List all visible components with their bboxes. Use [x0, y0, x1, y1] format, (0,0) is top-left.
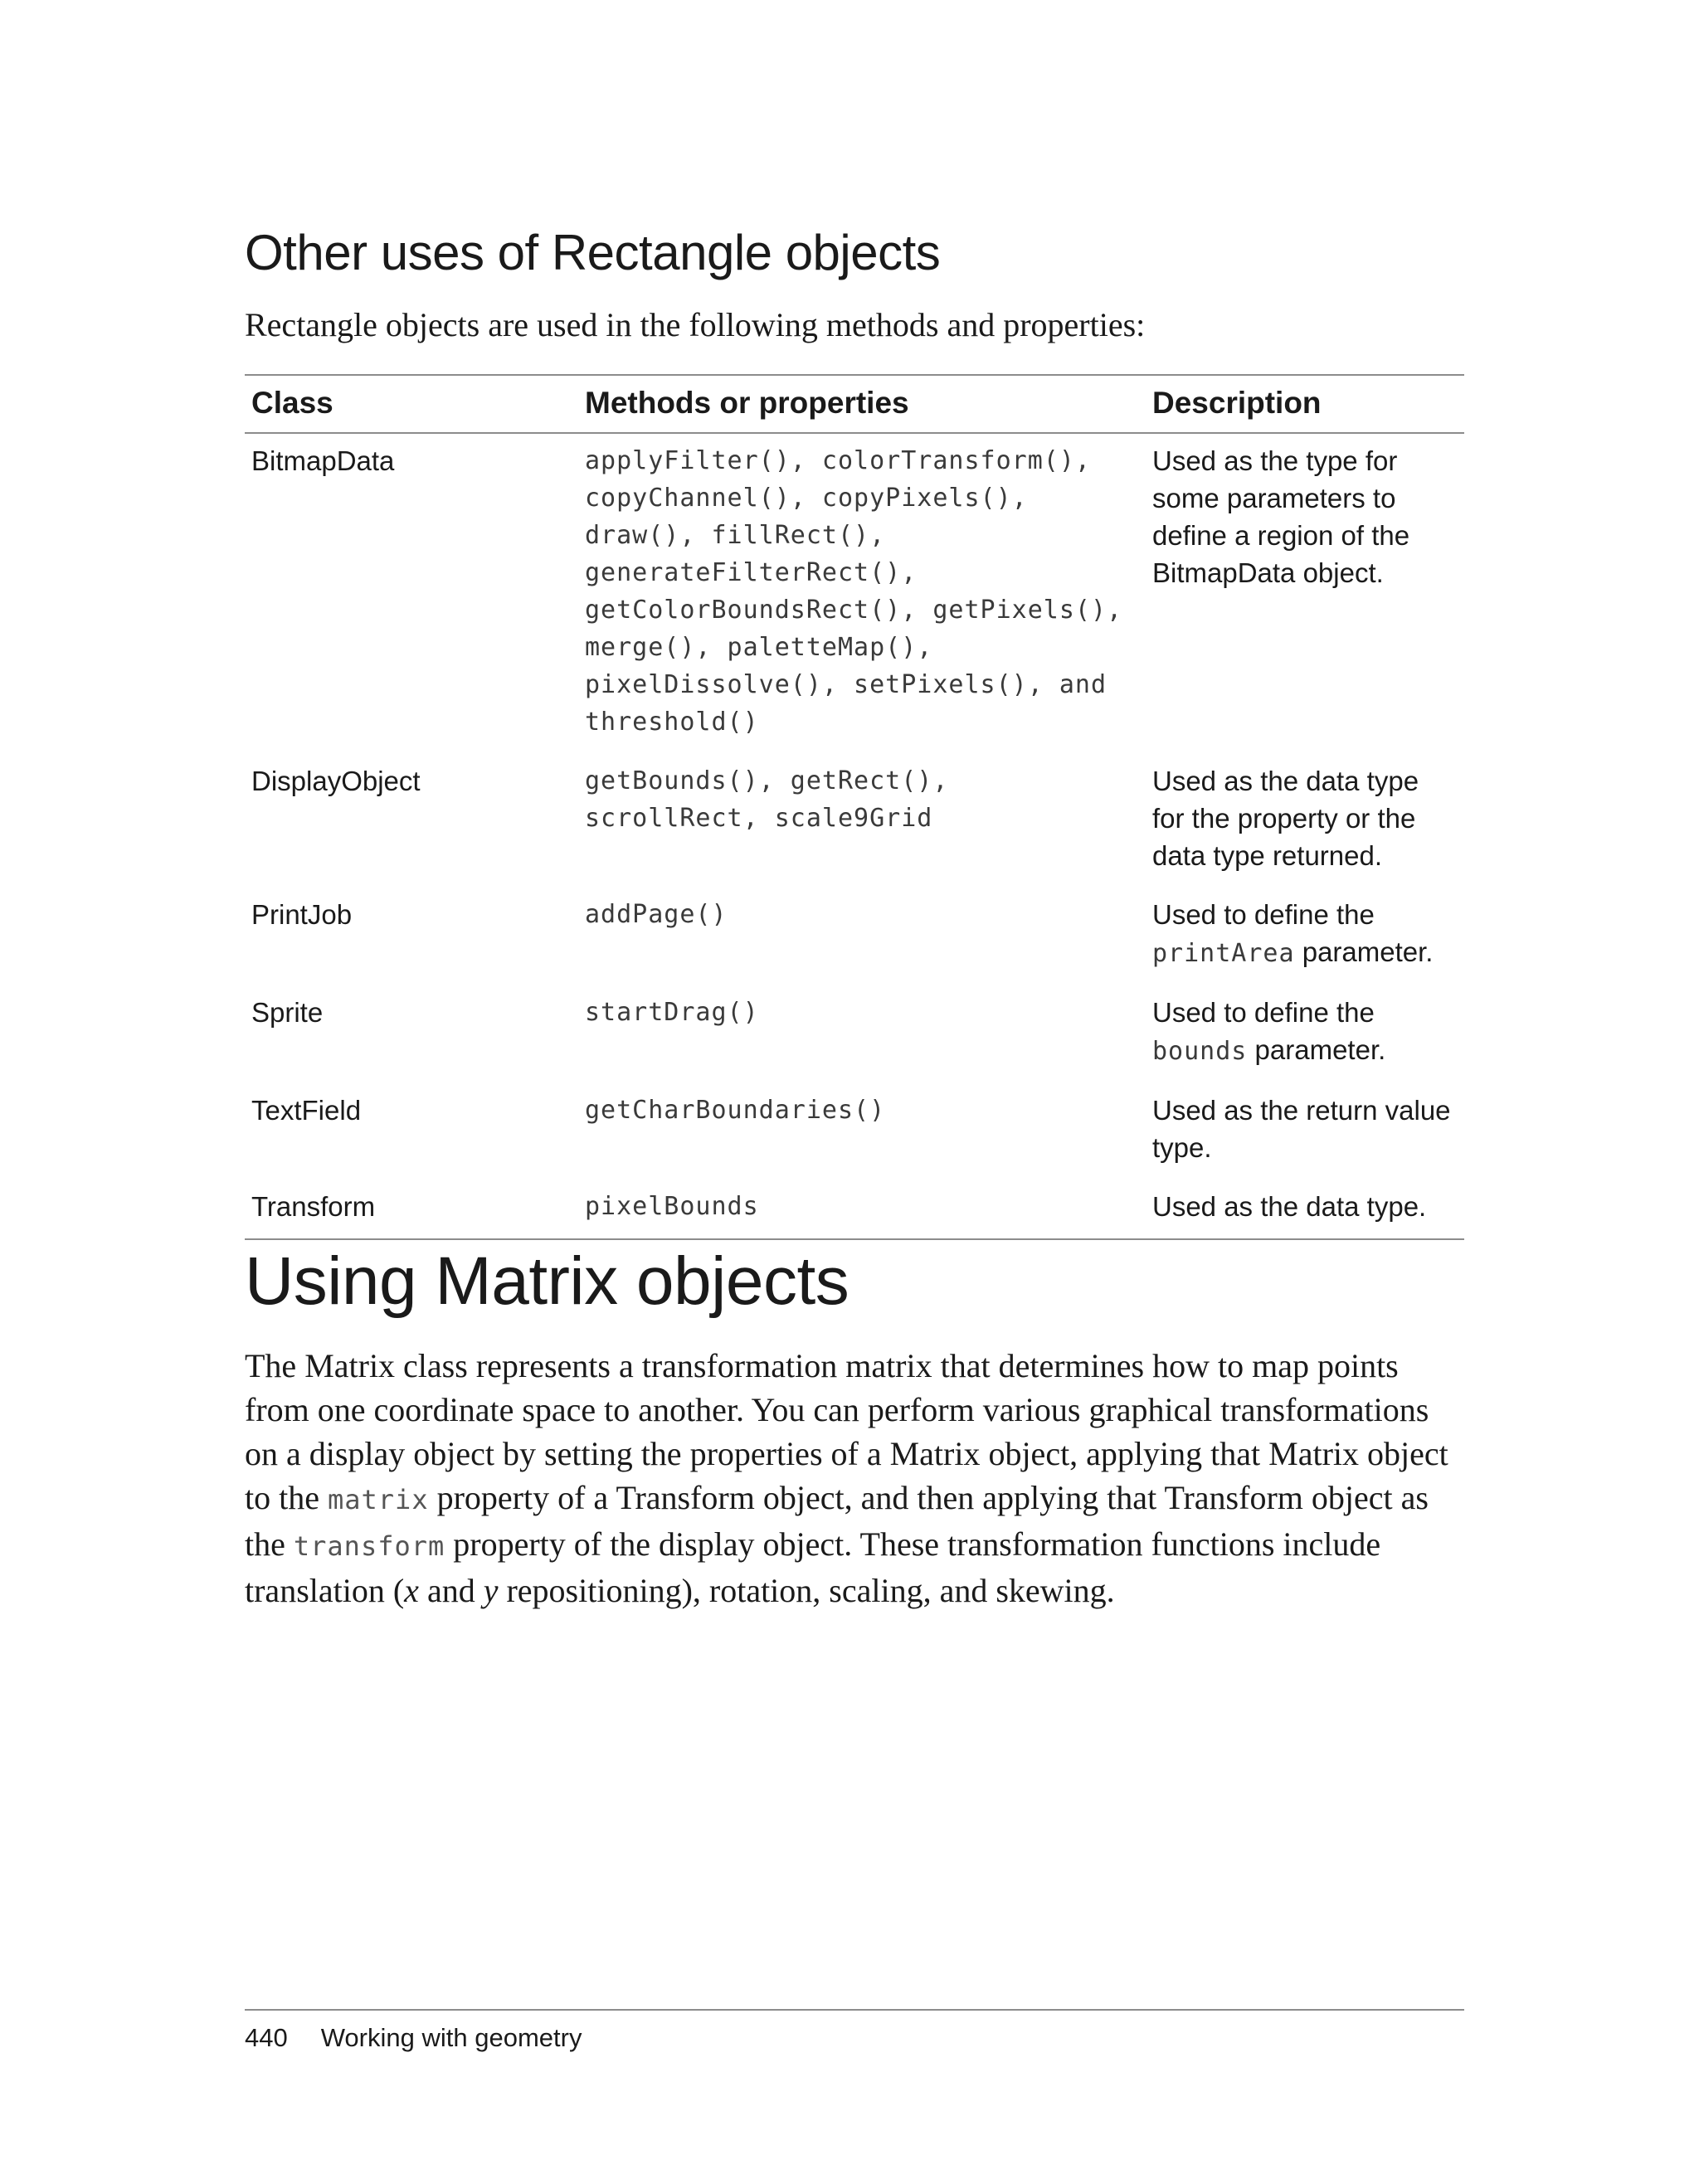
methods-line: startDrag() — [585, 998, 759, 1027]
variable-y: y — [483, 1572, 499, 1609]
paragraph-text: and — [418, 1572, 484, 1609]
page-number: 440 — [245, 2023, 288, 2052]
methods-line: pixelBounds — [585, 1192, 759, 1221]
description-text: Used to define the — [1152, 899, 1375, 930]
methods-cell — [578, 888, 1146, 985]
column-header-methods: Methods or properties — [578, 375, 1146, 433]
class-cell: TextField — [251, 1095, 362, 1126]
chapter-title: Working with geometry — [320, 2023, 582, 2052]
class-cell: DisplayObject — [251, 766, 421, 796]
methods-cell — [578, 985, 1146, 1083]
class-cell: Transform — [251, 1191, 376, 1222]
methods-cell — [578, 1180, 1146, 1239]
methods-cell — [578, 433, 1146, 754]
description-text: parameter. — [1294, 936, 1434, 967]
methods-line: scrollRect, scale9Grid — [585, 804, 933, 833]
table-row — [245, 433, 1464, 754]
description-code: printArea — [1152, 939, 1295, 968]
methods-line: generateFilterRect(), — [585, 558, 918, 587]
page-footer — [245, 2022, 582, 2053]
section-heading: Other uses of Rectangle objects — [245, 225, 941, 280]
methods-line: copyChannel(), copyPixels(), — [585, 484, 1028, 513]
document-page — [245, 0, 1464, 2184]
methods-line: pixelDissolve(), setPixels(), and — [585, 670, 1108, 699]
table-row — [245, 888, 1464, 985]
class-cell: PrintJob — [251, 899, 353, 930]
methods-line: getCharBoundaries() — [585, 1096, 886, 1125]
methods-line: threshold() — [585, 708, 759, 737]
table-row — [245, 754, 1464, 888]
paragraph-text: property of the display object. These transformation functions include translation ( — [245, 1525, 1381, 1609]
description-code: bounds — [1152, 1037, 1248, 1066]
column-header-class: Class — [245, 375, 578, 433]
methods-line: merge(), paletteMap(), — [585, 633, 933, 662]
table-header-row — [245, 375, 1464, 433]
inline-code-matrix: matrix — [327, 1484, 429, 1515]
class-cell: BitmapData — [251, 445, 395, 476]
description-cell: Used as the type for some parameters to define a region of the BitmapData object. — [1152, 445, 1410, 588]
inline-code-transform: transform — [293, 1530, 445, 1562]
methods-line: addPage() — [585, 900, 728, 929]
matrix-paragraph — [245, 1344, 1464, 1612]
table-row — [245, 985, 1464, 1083]
description-cell: Used as the data type. — [1152, 1191, 1427, 1222]
methods-cell — [578, 754, 1146, 888]
methods-line: getColorBoundsRect(), getPixels(), — [585, 596, 1123, 625]
methods-cell — [578, 1083, 1146, 1180]
column-header-description: Description — [1146, 375, 1464, 433]
description-cell: Used as the data type for the property or the data type returned. — [1152, 766, 1419, 871]
paragraph-text: repositioning), rotation, scaling, and skewing. — [498, 1572, 1115, 1609]
footer-divider — [245, 2009, 1464, 2011]
rectangle-uses-table — [245, 374, 1464, 1240]
description-cell — [1146, 985, 1464, 1083]
methods-line: applyFilter(), colorTransform(), — [585, 446, 1091, 475]
description-cell: Used as the return value type. — [1152, 1095, 1451, 1163]
table-row — [245, 1083, 1464, 1180]
section-intro: Rectangle objects are used in the following methods and properties: — [245, 306, 1146, 343]
methods-line: draw(), fillRect(), — [585, 521, 886, 550]
matrix-heading: Using Matrix objects — [245, 1243, 850, 1319]
description-text: Used to define the — [1152, 997, 1375, 1028]
description-text: parameter. — [1247, 1034, 1386, 1065]
paragraph-text: The Matrix class represents a transformation matrix that determines how to map points from one coordinate space to another. You can perform various graphical transformations on a display object by setting the properties of a Matrix object, applying that Matrix object to the — [245, 1347, 1448, 1516]
variable-x: x — [404, 1572, 419, 1609]
table-row — [245, 1180, 1464, 1239]
class-cell: Sprite — [251, 997, 324, 1028]
description-cell — [1146, 888, 1464, 985]
paragraph-text: property of a Transform object, and then applying that Transform object as the — [245, 1479, 1429, 1563]
methods-line: getBounds(), getRect(), — [585, 766, 949, 795]
